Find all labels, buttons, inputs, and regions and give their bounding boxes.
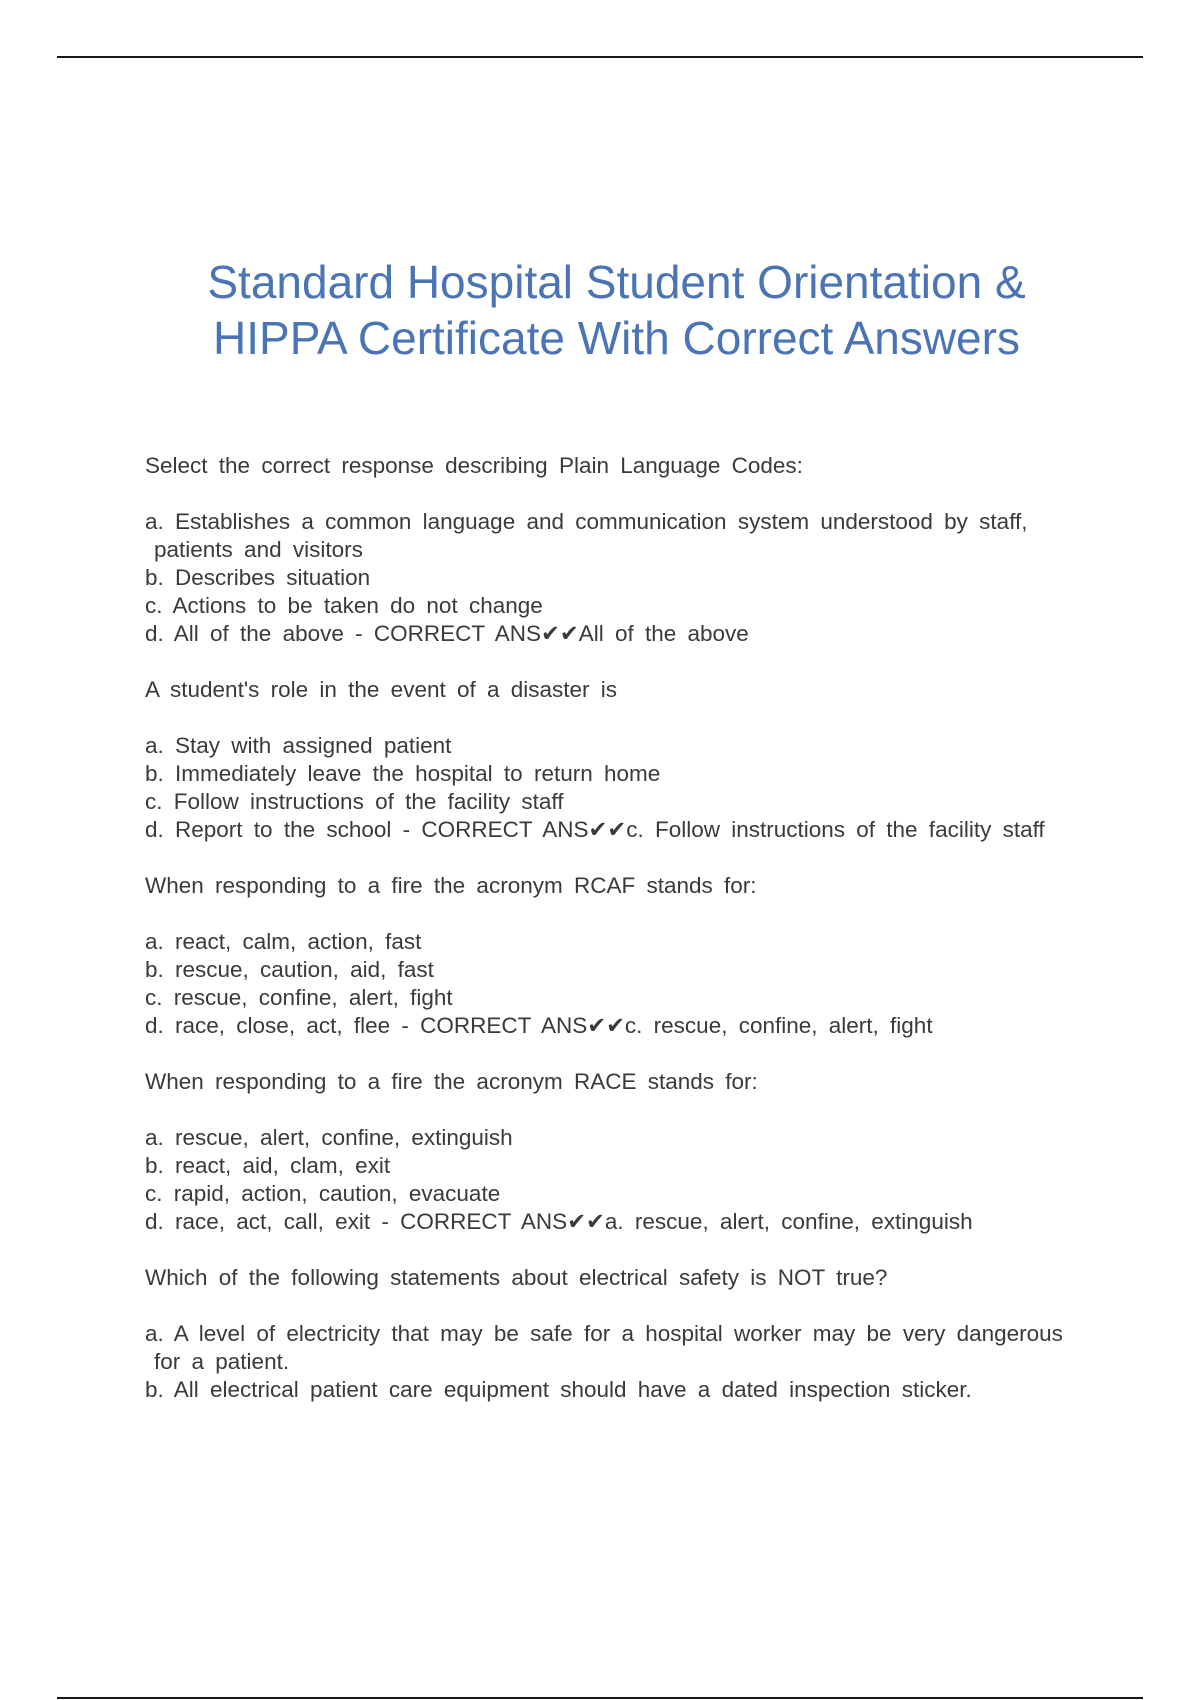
answer-option: a. Stay with assigned patient [145, 733, 452, 758]
answer-option: b. Describes situation [145, 565, 371, 590]
answer-option: c. rescue, confine, alert, fight [145, 985, 453, 1010]
answer-option: b. All electrical patient care equipment should have a dated inspection sticker. [145, 1377, 972, 1402]
question-prompt: When responding to a fire the acronym RCAF stands for: [145, 873, 757, 898]
bottom-rule [57, 1697, 1143, 1699]
top-rule [57, 56, 1143, 58]
answer-options [145, 928, 1065, 1040]
answer-options [145, 1320, 1065, 1404]
answer-option: b. react, aid, clam, exit [145, 1153, 391, 1178]
answer-options [145, 1124, 1065, 1236]
answer-option-correct: d. race, act, call, exit - CORRECT ANS✔✔a. rescue, alert, confine, extinguish [145, 1209, 973, 1234]
answer-option-correct: d. All of the above - CORRECT ANS✔✔All of the above [145, 621, 749, 646]
answer-option: a. Establishes a common language and communication system understood by staff, patients and visitors [145, 509, 1028, 562]
answer-option: c. rapid, action, caution, evacuate [145, 1181, 501, 1206]
question-block [145, 452, 1065, 648]
question-prompt: Which of the following statements about electrical safety is NOT true? [145, 1265, 888, 1290]
answer-option: b. Immediately leave the hospital to return home [145, 761, 661, 786]
answer-option-correct: d. Report to the school - CORRECT ANS✔✔c. Follow instructions of the facility staff [145, 817, 1045, 842]
document-title [120, 254, 1113, 366]
title-line-2: HIPPA Certificate With Correct Answers [213, 312, 1020, 364]
question-block [145, 1264, 1065, 1404]
answer-option: c. Follow instructions of the facility staff [145, 789, 564, 814]
answer-option: a. A level of electricity that may be safe for a hospital worker may be very dangerous for a patient. [145, 1321, 1063, 1374]
question-block [145, 1068, 1065, 1236]
answer-options [145, 732, 1065, 844]
answer-option-correct: d. race, close, act, flee - CORRECT ANS✔✔c. rescue, confine, alert, fight [145, 1013, 933, 1038]
answer-option: a. react, calm, action, fast [145, 929, 422, 954]
answer-option: c. Actions to be taken do not change [145, 593, 543, 618]
question-block [145, 872, 1065, 1040]
title-line-1: Standard Hospital Student Orientation & [207, 256, 1026, 308]
question-prompt: Select the correct response describing Plain Language Codes: [145, 453, 803, 478]
question-block [145, 676, 1065, 844]
answer-option: b. rescue, caution, aid, fast [145, 957, 434, 982]
question-list [145, 452, 1065, 1432]
question-prompt: A student's role in the event of a disaster is [145, 677, 618, 702]
answer-option: a. rescue, alert, confine, extinguish [145, 1125, 513, 1150]
question-prompt: When responding to a fire the acronym RACE stands for: [145, 1069, 758, 1094]
answer-options [145, 508, 1065, 648]
